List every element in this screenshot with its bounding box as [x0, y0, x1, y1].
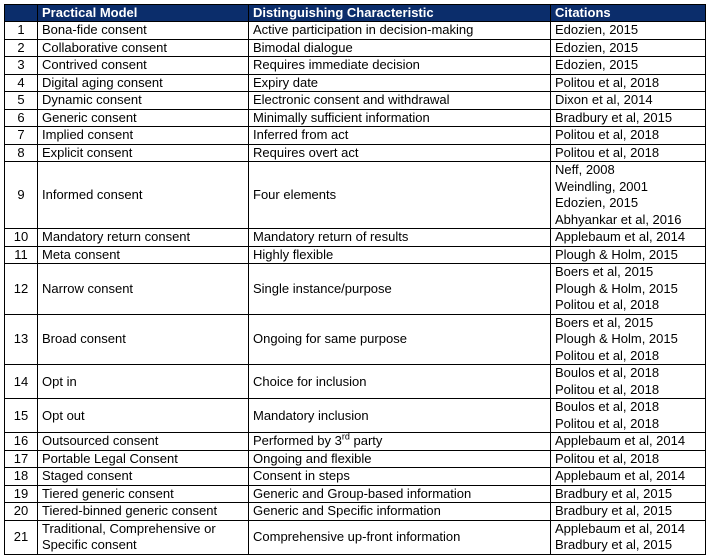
- table-row: [5, 365, 706, 399]
- practical-model-cell: Dynamic consent: [38, 92, 249, 110]
- ordinal-superscript: rd: [341, 432, 350, 442]
- table-row: [5, 314, 706, 365]
- practical-model-cell: Portable Legal Consent: [38, 450, 249, 468]
- characteristic-cell: Requires overt act: [249, 144, 551, 162]
- citation: Boulos et al, 2018: [555, 399, 660, 414]
- table-row: [5, 450, 706, 468]
- characteristic-cell: Requires immediate decision: [249, 57, 551, 75]
- table-row: [5, 144, 706, 162]
- practical-model-cell: Contrived consent: [38, 57, 249, 75]
- citations-cell: [551, 39, 706, 57]
- consent-models-table: [4, 4, 706, 555]
- citation: Edozien, 2015: [555, 39, 639, 55]
- citations-cell: [551, 433, 706, 451]
- citations-cell: [551, 92, 706, 110]
- row-number: 1: [5, 22, 38, 40]
- characteristic-cell: Electronic consent and withdrawal: [249, 92, 551, 110]
- citation: Abhyankar et al, 2016: [555, 211, 682, 227]
- row-number: 8: [5, 144, 38, 162]
- citation: Politou et al, 2018: [555, 74, 660, 90]
- row-number: 15: [5, 399, 38, 433]
- practical-model-cell: Tiered generic consent: [38, 485, 249, 503]
- characteristic-cell: Single instance/purpose: [249, 264, 551, 315]
- practical-model-cell: Collaborative consent: [38, 39, 249, 57]
- citation: Applebaum et al, 2014: [555, 433, 686, 448]
- practical-model-cell: Explicit consent: [38, 144, 249, 162]
- characteristic-cell: Generic and Specific information: [249, 503, 551, 521]
- characteristic-cell: Mandatory return of results: [249, 229, 551, 247]
- table-row: [5, 74, 706, 92]
- citations-cell: [551, 109, 706, 127]
- citation: Edozien, 2015: [555, 57, 639, 72]
- table-body: [5, 22, 706, 555]
- citation: Plough & Holm, 2015: [555, 280, 678, 296]
- citation: Neff, 2008: [555, 162, 615, 177]
- citation: Boers et al, 2015: [555, 264, 654, 279]
- citations-cell: [551, 74, 706, 92]
- citation: Plough & Holm, 2015: [555, 246, 678, 262]
- row-number: 11: [5, 246, 38, 264]
- header-distinguishing-characteristic: Distinguishing Characteristic: [249, 5, 551, 22]
- characteristic-cell: Comprehensive up-front information: [249, 520, 551, 554]
- row-number: 10: [5, 229, 38, 247]
- characteristic-text-tail: party: [349, 433, 383, 449]
- citations-cell: [551, 264, 706, 315]
- practical-model-cell: Bona-fide consent: [38, 22, 249, 40]
- characteristic-cell: Expiry date: [249, 74, 551, 92]
- row-number: 19: [5, 485, 38, 503]
- characteristic-text: Performed by 3: [253, 433, 342, 449]
- table-row: [5, 109, 706, 127]
- practical-model-cell: Informed consent: [38, 162, 249, 229]
- characteristic-cell: Minimally sufficient information: [249, 109, 551, 127]
- practical-model-cell: Implied consent: [38, 127, 249, 145]
- table-row: [5, 433, 706, 451]
- citation: Politou et al, 2018: [555, 450, 660, 466]
- table-row: [5, 468, 706, 486]
- citation: Plough & Holm, 2015: [555, 331, 678, 346]
- practical-model-cell: Meta consent: [38, 246, 249, 264]
- practical-model-cell: Tiered-binned generic consent: [38, 503, 249, 521]
- practical-model-cell: Generic consent: [38, 109, 249, 127]
- citation: Dixon et al, 2014: [555, 92, 653, 107]
- practical-model-cell: Mandatory return consent: [38, 229, 249, 247]
- table-row: [5, 399, 706, 433]
- citations-cell: [551, 22, 706, 40]
- characteristic-cell: Choice for inclusion: [249, 365, 551, 399]
- row-number: 21: [5, 520, 38, 554]
- citations-cell: [551, 127, 706, 145]
- row-number: 9: [5, 162, 38, 229]
- citation: Politou et al, 2018: [555, 127, 660, 142]
- practical-model-cell: Opt in: [38, 365, 249, 399]
- characteristic-cell: Ongoing and flexible: [249, 450, 551, 468]
- citation: Edozien, 2015: [555, 22, 639, 37]
- table-header: [5, 5, 706, 22]
- citations-cell: [551, 399, 706, 433]
- citation: Politou et al, 2018: [555, 297, 660, 312]
- table-row: [5, 503, 706, 521]
- practical-model-cell: Outsourced consent: [38, 433, 249, 451]
- practical-model-cell: Traditional, Comprehensive or Specific consent: [38, 520, 249, 554]
- citation: Applebaum et al, 2014: [555, 229, 686, 244]
- citation: Bradbury et al, 2015: [555, 537, 673, 552]
- citations-cell: [551, 162, 706, 229]
- citations-cell: [551, 485, 706, 503]
- characteristic-cell: Mandatory inclusion: [249, 399, 551, 433]
- characteristic-cell: Consent in steps: [249, 468, 551, 486]
- header-row: [5, 5, 706, 22]
- table-row: [5, 127, 706, 145]
- characteristic-cell: Generic and Group-based information: [249, 485, 551, 503]
- practical-model-cell: Staged consent: [38, 468, 249, 486]
- citations-cell: [551, 365, 706, 399]
- citations-cell: [551, 57, 706, 75]
- citation: Applebaum et al, 2014: [555, 468, 686, 483]
- practical-model-cell: Digital aging consent: [38, 74, 249, 92]
- citation: Bradbury et al, 2015: [555, 109, 673, 125]
- table-row: [5, 246, 706, 264]
- table-row: [5, 39, 706, 57]
- row-number: 5: [5, 92, 38, 110]
- citation: Weindling, 2001: [555, 178, 648, 194]
- row-number: 12: [5, 264, 38, 315]
- table-row: [5, 264, 706, 315]
- row-number: 3: [5, 57, 38, 75]
- citation: Politou et al, 2018: [555, 381, 660, 397]
- table-row: [5, 22, 706, 40]
- citations-cell: [551, 503, 706, 521]
- citations-cell: [551, 314, 706, 365]
- citation: Boulos et al, 2018: [555, 365, 660, 380]
- row-number: 18: [5, 468, 38, 486]
- practical-model-cell: Narrow consent: [38, 264, 249, 315]
- characteristic-cell: Four elements: [249, 162, 551, 229]
- citations-cell: [551, 450, 706, 468]
- citation: Politou et al, 2018: [555, 144, 660, 160]
- citation: Politou et al, 2018: [555, 415, 660, 431]
- table-row: [5, 57, 706, 75]
- citation: Bradbury et al, 2015: [555, 503, 673, 518]
- table-row: [5, 485, 706, 503]
- header-number: [5, 5, 38, 22]
- citations-cell: [551, 468, 706, 486]
- characteristic-cell: Inferred from act: [249, 127, 551, 145]
- characteristic-cell: Highly flexible: [249, 246, 551, 264]
- row-number: 6: [5, 109, 38, 127]
- citation: Boers et al, 2015: [555, 314, 654, 330]
- citation: Politou et al, 2018: [555, 347, 660, 363]
- row-number: 2: [5, 39, 38, 57]
- table-row: [5, 92, 706, 110]
- citations-cell: [551, 229, 706, 247]
- practical-model-cell: Broad consent: [38, 314, 249, 365]
- citation: Applebaum et al, 2014: [555, 520, 686, 536]
- row-number: 4: [5, 74, 38, 92]
- table-row: [5, 229, 706, 247]
- characteristic-cell: Bimodal dialogue: [249, 39, 551, 57]
- table-row: [5, 162, 706, 229]
- row-number: 14: [5, 365, 38, 399]
- characteristic-cell: Ongoing for same purpose: [249, 314, 551, 365]
- row-number: 13: [5, 314, 38, 365]
- characteristic-cell: Active participation in decision-making: [249, 22, 551, 40]
- row-number: 20: [5, 503, 38, 521]
- citations-cell: [551, 246, 706, 264]
- row-number: 7: [5, 127, 38, 145]
- characteristic-cell: [249, 433, 551, 451]
- header-practical-model: Practical Model: [38, 5, 249, 22]
- practical-model-cell: Opt out: [38, 399, 249, 433]
- header-citations: Citations: [551, 5, 706, 22]
- citations-cell: [551, 144, 706, 162]
- citation: Bradbury et al, 2015: [555, 485, 673, 501]
- row-number: 16: [5, 433, 38, 451]
- citation: Edozien, 2015: [555, 195, 639, 210]
- row-number: 17: [5, 450, 38, 468]
